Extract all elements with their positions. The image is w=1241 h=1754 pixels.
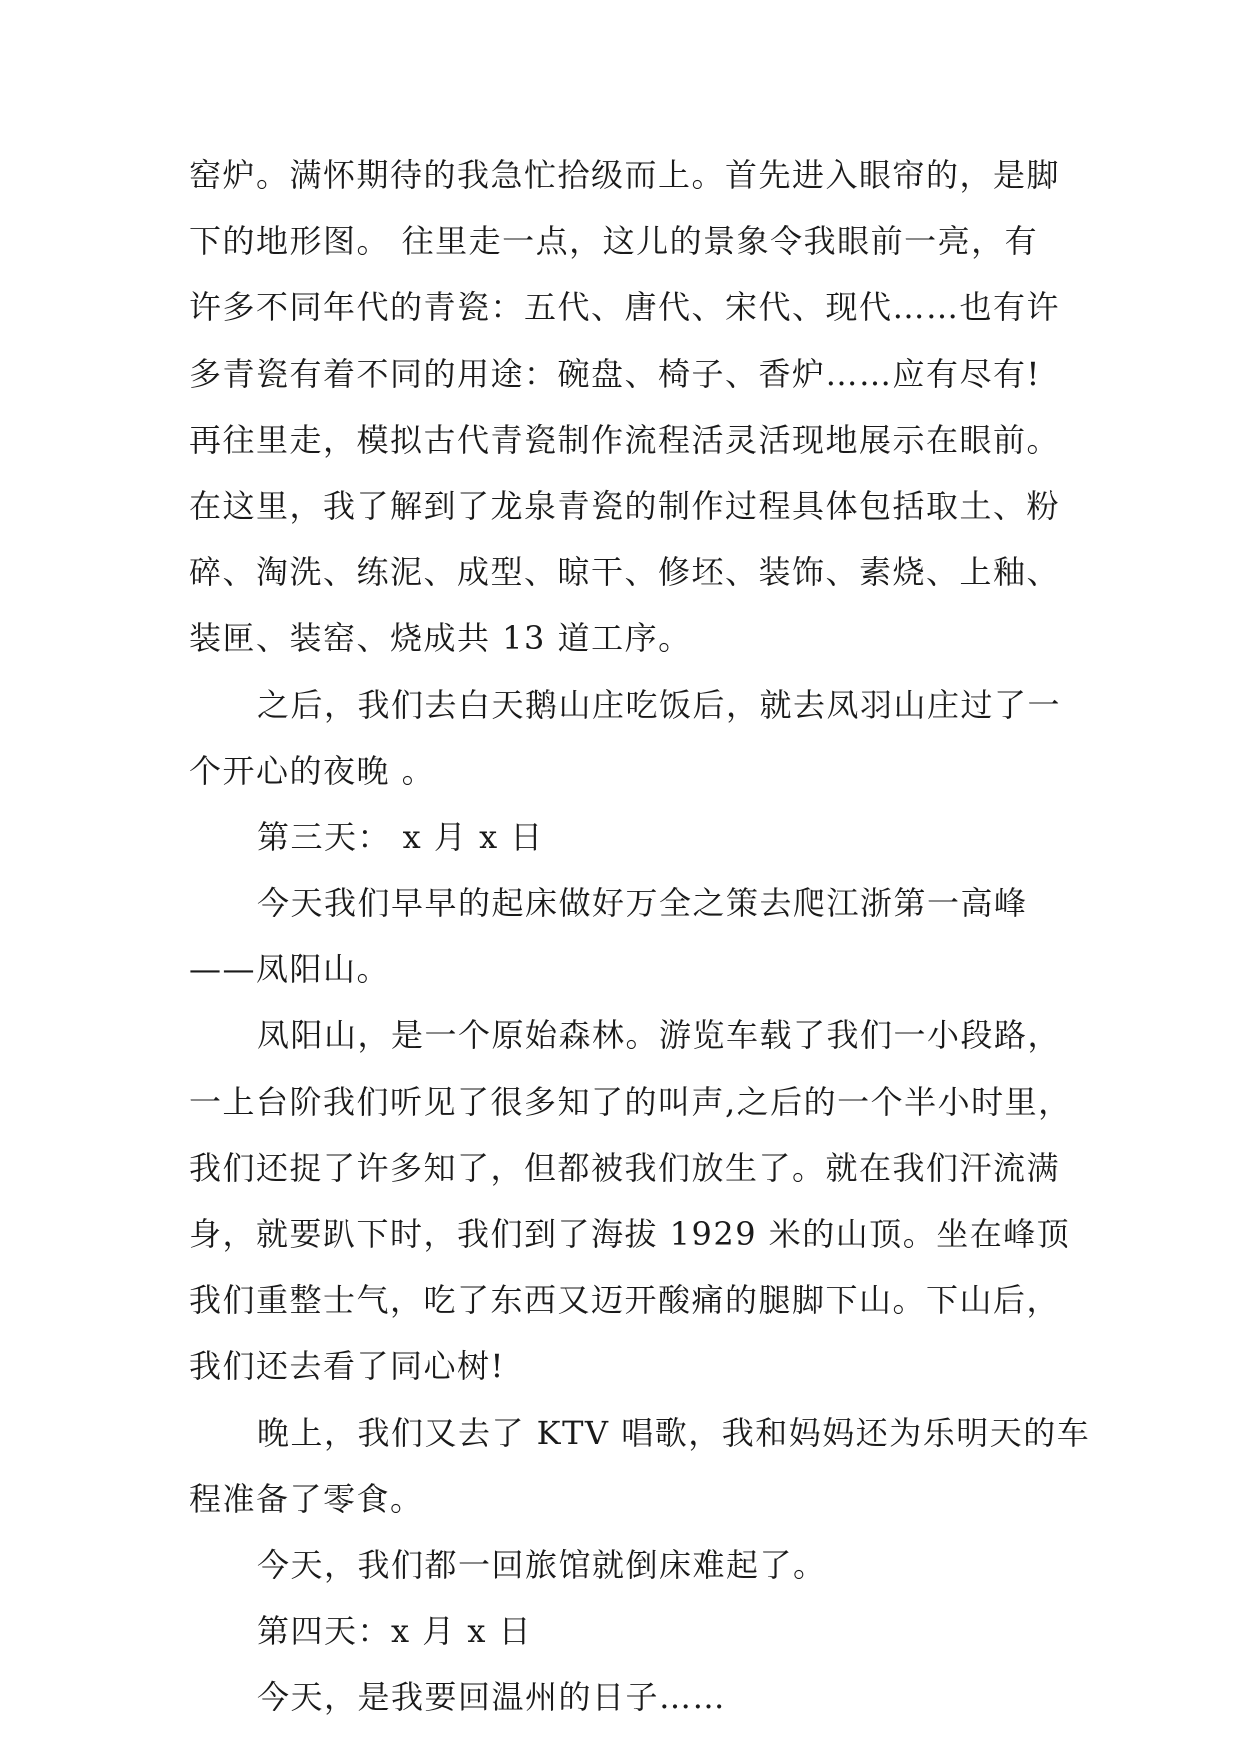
text-line: 我们还捉了许多知了，但都被我们放生了。就在我们汗流满: [189, 1148, 1061, 1187]
text-line: 装匣、装窑、烧成共 13 道工序。: [189, 619, 692, 658]
text-line: 今天，是我要回温州的日子……: [257, 1678, 727, 1717]
document-body: [189, 155, 1091, 1744]
text-line: 凤阳山，是一个原始森林。游览车载了我们一小段路，: [257, 1016, 1062, 1055]
text-line: 许多不同年代的青瓷：五代、唐代、宋代、现代……也有许: [189, 288, 1061, 327]
text-line: 身，就要趴下时，我们到了海拔 1929 米的山顶。坐在峰顶: [189, 1215, 1071, 1253]
text-line: 在这里，我了解到了龙泉青瓷的制作过程具体包括取土、粉: [189, 486, 1061, 525]
text-line: ——凤阳山。: [189, 950, 391, 989]
text-line: 今天我们早早的起床做好万全之策去爬江浙第一高峰: [257, 884, 1028, 923]
text-line: 第四天：x 月 x 日: [257, 1612, 533, 1651]
text-line: 下的地形图。 往里走一点，这儿的景象令我眼前一亮，有: [189, 222, 1039, 261]
text-line: 个开心的夜晚 。: [189, 751, 436, 790]
text-line: 一上台阶我们听见了很多知了的叫声,之后的一个半小时里，: [189, 1082, 1072, 1121]
text-line: 之后，我们去白天鹅山庄吃饭后，就去凤羽山庄过了一: [257, 685, 1062, 724]
text-line: 今天，我们都一回旅馆就倒床难起了。: [257, 1545, 827, 1584]
text-line: 多青瓷有着不同的用途：碗盘、椅子、香炉……应有尽有!: [189, 354, 1041, 393]
text-line: 再往里走，模拟古代青瓷制作流程活灵活现地展示在眼前。: [189, 420, 1061, 459]
text-line: 碎、淘洗、练泥、成型、晾干、修坯、装饰、素烧、上釉、: [189, 553, 1061, 592]
text-line: 我们还去看了同心树!: [189, 1347, 505, 1386]
text-line: 窑炉。满怀期待的我急忙拾级而上。首先进入眼帘的，是脚: [189, 156, 1061, 194]
text-line: 我们重整士气，吃了东西又迈开酸痛的腿脚下山。下山后，: [189, 1281, 1061, 1320]
text-line: 第三天： x 月 x 日: [257, 817, 544, 856]
text-line: 程准备了零食。: [189, 1479, 424, 1518]
text-line: 晚上，我们又去了 KTV 唱歌，我和妈妈还为乐明天的车: [257, 1413, 1091, 1452]
